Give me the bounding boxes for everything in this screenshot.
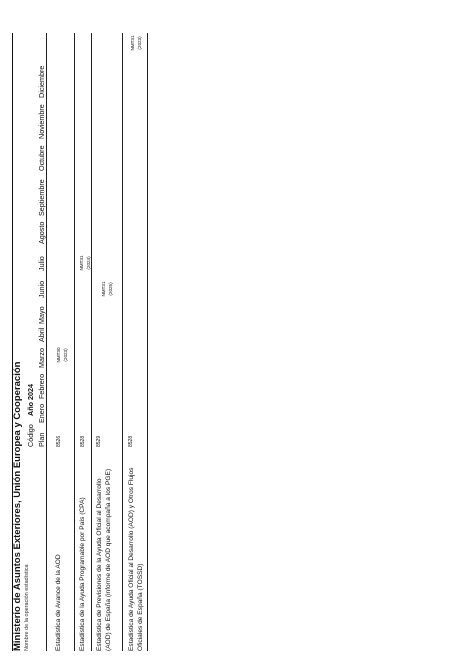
year-label: Año 2024 [26,384,35,416]
row-rule-4 [147,33,148,651]
publication-cell-2 [78,251,92,275]
publication-year-3: (2025) [108,282,113,296]
month-header-julio: Julio [37,256,46,271]
month-header-septiembre: Septiembre [37,179,46,216]
operation-name-3: Estadística de Previsiones de la Ayuda Oficial al Desarrollo (AOD) de España (informe de AOD que acompaña a los PGE) [96,468,112,651]
publication-code-1: NMT30 [56,347,61,363]
plan-code-2: 8528 [80,435,86,447]
ministry-title: Ministerio de Asuntos Exteriores, Unión Europea y Cooperación [12,361,23,651]
operation-name-1: Estadística de Avance de la AOD [55,554,62,651]
month-header-marzo: Marzo [37,348,46,368]
month-header-abril: Abril [37,327,46,342]
operation-name-column-label: Nombre de la operación estadística [24,564,30,651]
month-header-enero: Enero [37,403,46,423]
month-header-noviembre: Noviembre [37,104,46,139]
publication-code-4: NMT31 [130,35,135,51]
month-header-agosto: Agosto [37,221,46,244]
month-header-diciembre: Diciembre [37,65,46,98]
publication-code-2: NMT31 [79,255,84,271]
row-rule-3 [122,33,123,651]
plan-column-header: Plan [37,432,46,447]
month-header-febrero: Febrero [37,373,46,399]
month-header-junio: Junio [37,280,46,298]
month-header-mayo: Mayo [37,306,46,324]
row-rule-1 [74,33,75,651]
publication-cell-4 [129,31,143,55]
plan-code-4: 8528 [128,435,134,447]
plan-code-3: 8529 [96,435,102,447]
publication-cell-1 [55,343,69,367]
publication-year-4: (2023) [137,36,142,50]
header-bottom-rule [46,33,47,651]
publication-cell-3 [100,277,114,301]
operation-name-4: Estadística de Ayuda Oficial al Desarrollo (AOD) y Otros Flujos Oficiales de España (TOSSD) [128,467,144,651]
row-rule-2 [91,33,92,651]
operation-name-2: Estadística de la Ayuda Programable por País (CPA) [79,497,86,651]
top-rule [12,33,13,651]
plan-code-1: 8526 [56,435,62,447]
publication-year-1: (2023) [63,348,68,362]
publication-year-2: (2024) [86,256,91,270]
month-header-octubre: Octubre [37,145,46,171]
publication-code-3: NMT31 [101,281,106,297]
code-column-label: Código [26,424,35,447]
